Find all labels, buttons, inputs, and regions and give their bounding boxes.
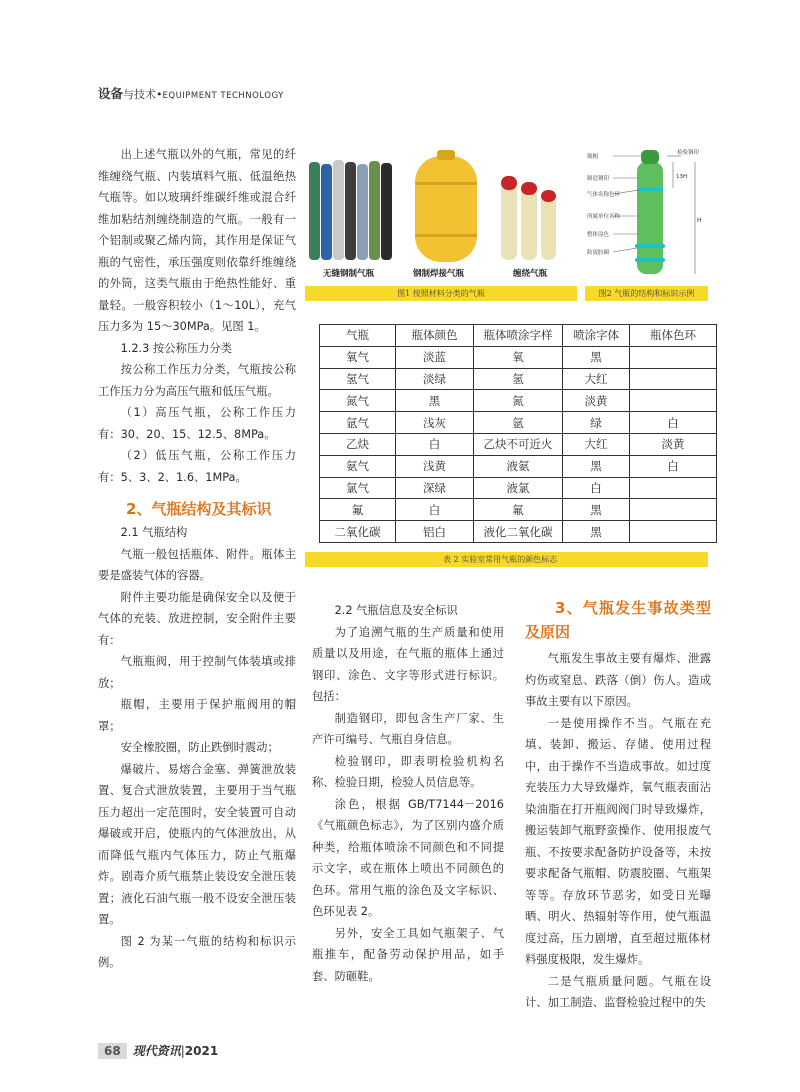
table-cell bbox=[630, 346, 717, 368]
table-cell: 绿 bbox=[563, 412, 630, 434]
table-cell: 氩 bbox=[474, 412, 563, 434]
table-row bbox=[320, 499, 717, 521]
table-2-caption: 表 2 实验室常用气瓶的颜色标志 bbox=[305, 552, 708, 567]
header-english: EQUIPMENT TECHNOLOGY bbox=[162, 91, 284, 101]
col3-paragraph: 一是使用操作不当。气瓶在充填、装卸、搬运、存储、使用过程中，由于操作不当造成事故。如过度充装压力大导致爆炸，氧气瓶表面沾染油脂在打开瓶阀阀门时导致爆炸，搬运装卸气瓶野蛮操作、使用报废气瓶、不按要求配备防护设备等，未按要求配备气瓶帽、防震胶圈、气瓶架等等。存放环节恶劣，如受日光曝晒、明火、热辐射等作用，使气瓶温度过高，压力剧增，直至超过瓶体材料强度极限，发生爆炸。 bbox=[525, 716, 711, 966]
table-cell bbox=[630, 368, 717, 390]
table-cell: 大红 bbox=[563, 433, 630, 455]
welded-seam bbox=[415, 182, 477, 185]
table-header-cell: 瓶体色环 bbox=[630, 325, 717, 347]
footer-separator: | bbox=[180, 1043, 185, 1058]
figure-2-label-inspection-stamp: 检验钢印 bbox=[677, 150, 700, 156]
table-cell: 氩气 bbox=[320, 412, 396, 434]
col2-paragraph: 另外，安全工具如气瓶架子、气瓶推车，配备劳动保护用品，如手套、防砸鞋。 bbox=[312, 926, 504, 983]
cylinder bbox=[357, 164, 368, 260]
col1-heading-123: 1.2.3 按公称压力分类 bbox=[120, 341, 233, 355]
figure-2-label-shock-ring: 防震胶圈 bbox=[587, 250, 610, 256]
table-cell: 黑 bbox=[563, 499, 630, 521]
col1-paragraph-fig2: 图 2 为某一气瓶的结构和标识示例。 bbox=[98, 934, 296, 969]
col3-paragraph: 气瓶发生事故主要有爆炸、泄露灼伤或窒息、跌落（倒）伤人。造成事故主要有以下原因。 bbox=[525, 652, 711, 708]
table-row bbox=[320, 477, 717, 499]
table-row bbox=[320, 521, 717, 543]
page-number: 68 bbox=[98, 1043, 127, 1059]
table-cell: 氯气 bbox=[320, 477, 396, 499]
col1-paragraph-21b: 附件主要功能是确保安全以及便于气体的充装、放进控制，安全附件主要有： bbox=[98, 590, 296, 647]
figure-2-label-gas-ring: 气体名称色环 bbox=[587, 192, 621, 198]
color-ring bbox=[637, 188, 663, 191]
col2-heading-22: 2.2 气瓶信息及安全标识 bbox=[334, 604, 458, 617]
page-footer bbox=[98, 1042, 218, 1059]
col2-paragraph: 检验钢印，即表明检验机构名称、检验日期，检验人员信息等。 bbox=[312, 754, 504, 789]
column-3 bbox=[525, 596, 711, 1014]
table-cell: 乙炔 bbox=[320, 433, 396, 455]
table-cell: 大红 bbox=[563, 368, 630, 390]
table-cell: 氧 bbox=[474, 346, 563, 368]
seamless-steel-cylinders bbox=[309, 160, 392, 260]
table-cell bbox=[630, 390, 717, 412]
table-cell: 白 bbox=[396, 433, 474, 455]
table-cell: 氢 bbox=[474, 368, 563, 390]
col1-paragraph-cap: 瓶帽，主要用于保护瓶阀用的帽罩； bbox=[98, 698, 296, 733]
figure-2-label-h: H bbox=[697, 217, 702, 224]
cylinder bbox=[321, 164, 332, 260]
figure-2-label-13h: 13H bbox=[676, 174, 688, 180]
welded-steel-cylinder bbox=[415, 150, 477, 262]
table-cell bbox=[630, 477, 717, 499]
header-brand-bold: 设备 bbox=[98, 86, 124, 101]
shock-ring bbox=[635, 258, 665, 262]
table-header-cell: 瓶体颜色 bbox=[396, 325, 474, 347]
table-cell: 白 bbox=[630, 455, 717, 477]
figure-1-graphic bbox=[305, 142, 577, 284]
cylinder bbox=[345, 162, 356, 260]
section-2-title: 2、气瓶结构及其标识 bbox=[126, 500, 272, 518]
welded-body bbox=[415, 156, 477, 262]
table-cell: 氟 bbox=[320, 499, 396, 521]
cylinder-body bbox=[637, 162, 663, 274]
col2-paragraph: 制造钢印，即包含生产厂家、生产许可编号、气瓶自身信息。 bbox=[312, 711, 504, 746]
welded-seam bbox=[415, 234, 477, 237]
figure-2-label-owner: 所属单位名称 bbox=[587, 214, 621, 220]
table-cell: 液氯 bbox=[474, 477, 563, 499]
table-cell: 白 bbox=[630, 412, 717, 434]
col1-paragraph-21a: 气瓶一般包括瓶体、附件。瓶体主要是盛装气体的容器。 bbox=[98, 547, 296, 582]
table-cell: 氨气 bbox=[320, 455, 396, 477]
table-cell: 白 bbox=[563, 477, 630, 499]
gas-color-table bbox=[319, 324, 717, 543]
table-row bbox=[320, 455, 717, 477]
table-row bbox=[320, 433, 717, 455]
figure-2-label-cap: 瓶帽 bbox=[587, 154, 599, 160]
section-3-title: 3、气瓶发生事故类型及原因 bbox=[525, 599, 711, 641]
table-cell: 液化二氧化碳 bbox=[474, 521, 563, 543]
table-row bbox=[320, 390, 717, 412]
table-cell: 淡蓝 bbox=[396, 346, 474, 368]
table-row bbox=[320, 412, 717, 434]
shock-ring bbox=[635, 244, 665, 248]
cylinder bbox=[333, 160, 344, 260]
col1-heading-21: 2.1 气瓶结构 bbox=[120, 526, 188, 539]
table-cell: 黑 bbox=[396, 390, 474, 412]
table-header-cell: 喷涂字体 bbox=[563, 325, 630, 347]
table-cell bbox=[630, 499, 717, 521]
figure-2-label-manufacture-stamp: 制造钢印 bbox=[587, 176, 610, 182]
table-cell: 浅灰 bbox=[396, 412, 474, 434]
figure-1-image bbox=[305, 142, 577, 284]
table-header-cell: 瓶体喷涂字样 bbox=[474, 325, 563, 347]
cylinder bbox=[369, 161, 380, 260]
leader-line bbox=[613, 248, 637, 252]
wound-cylinder-top bbox=[501, 176, 517, 190]
table-cell: 淡黄 bbox=[630, 433, 717, 455]
header-sep: • bbox=[156, 88, 163, 101]
col2-paragraph: 为了追溯气瓶的生产质量和使用质量以及用途，在气瓶的瓶体上通过钢印、涂色、文字等形式进行标识。包括： bbox=[312, 625, 504, 703]
magazine-name: 现代资讯 bbox=[132, 1044, 181, 1058]
table-cell: 氢气 bbox=[320, 368, 396, 390]
col1-paragraph-ring: 安全橡胶圈，防止跌倒时震动； bbox=[120, 741, 279, 754]
welded-valve-guard bbox=[437, 150, 455, 160]
table-cell: 氮 bbox=[474, 390, 563, 412]
running-header bbox=[98, 84, 284, 102]
table-cell: 淡绿 bbox=[396, 368, 474, 390]
table-cell: 氧气 bbox=[320, 346, 396, 368]
cylinder-cap bbox=[641, 150, 659, 164]
table-cell: 黑 bbox=[563, 521, 630, 543]
footer-year: 2021 bbox=[184, 1043, 219, 1058]
table-cell: 深绿 bbox=[396, 477, 474, 499]
wound-cylinder-top bbox=[521, 182, 537, 195]
col1-paragraph-burst: 爆破片、易熔合金塞、弹簧泄放装置、复合式泄放装置，主要用于当气瓶压力超出一定范围时，安全装置可自动爆破或开启，使瓶内的气体泄放出，从而降低气瓶内气体压力，防止气瓶爆炸。剧毒介质气瓶禁止装设安全泄压装置；液化石油气瓶一般不设安全泄压装置。 bbox=[98, 762, 296, 926]
table-cell: 二氧化碳 bbox=[320, 521, 396, 543]
figure-1-caption: 图1 按照材料分类的气瓶 bbox=[305, 286, 577, 301]
figure-1-label-welded: 钢制焊接气瓶 bbox=[413, 269, 465, 279]
col1-paragraph-123: 按公称工作压力分类，气瓶按公称工作压力分为高压气瓶和低压气瓶。 bbox=[98, 363, 296, 398]
header-brand-rest: 与技术 bbox=[123, 88, 157, 101]
column-2 bbox=[312, 600, 504, 987]
figure-1-label-seamless: 无缝钢制气瓶 bbox=[323, 269, 375, 279]
table-cell: 氟 bbox=[474, 499, 563, 521]
figure-2-graphic bbox=[585, 142, 708, 284]
col3-paragraph: 二是气瓶质量问题。气瓶在设计、加工制造、监督检验过程中的失 bbox=[525, 974, 711, 1009]
table-row bbox=[320, 346, 717, 368]
column-1 bbox=[98, 144, 296, 974]
table-header-cell: 气瓶 bbox=[320, 325, 396, 347]
table-cell: 淡黄 bbox=[563, 390, 630, 412]
table-cell: 浅黄 bbox=[396, 455, 474, 477]
wound-cylinders bbox=[501, 176, 556, 260]
cylinder bbox=[381, 163, 392, 260]
figure-2-label-paint: 整体涂色 bbox=[587, 232, 610, 238]
table-cell bbox=[630, 521, 717, 543]
col1-paragraph: 出上述气瓶以外的气瓶，常见的纤维缠绕气瓶、内装填料气瓶、低温绝热气瓶等。如以玻璃纤维碳纤维或混合纤维加粘结剂缠绕制造的气瓶。一般有一个铝制或聚乙烯内筒，其作用是保证气瓶的气密性，承压强度则依靠纤维缠绕的外筒，这类气瓶由于绝热性能好、重量轻。一般容积较小（1～10L），充气压力多为 15～30MPa。见图 1。 bbox=[98, 148, 296, 333]
table-header-row bbox=[320, 325, 717, 347]
table-cell: 铝白 bbox=[396, 521, 474, 543]
col1-paragraph-high: （1）高压气瓶，公称工作压力有：30、20、15、12.5、8MPa。 bbox=[98, 406, 296, 441]
table-cell: 乙炔不可近火 bbox=[474, 433, 563, 455]
col1-paragraph-valve: 气瓶瓶阀，用于控制气体装填或排放； bbox=[98, 655, 296, 690]
wound-cylinder-top bbox=[541, 190, 556, 202]
table-cell: 黑 bbox=[563, 455, 630, 477]
table-cell: 氮气 bbox=[320, 390, 396, 412]
figure-2-image bbox=[585, 142, 708, 284]
figure-1-label-wound: 缠绕气瓶 bbox=[513, 269, 548, 279]
table-cell: 白 bbox=[396, 499, 474, 521]
col1-paragraph-low: （2）低压气瓶，公称工作压力有：5、3、2、1.6、1MPa。 bbox=[98, 449, 296, 484]
figure-2-caption: 图2 气瓶的结构和标识示例 bbox=[585, 286, 708, 301]
table-cell: 液氨 bbox=[474, 455, 563, 477]
col2-paragraph: 涂色，根据 GB/T7144－2016《气瓶颜色标志》，为了区别内盛介质种类，给瓶体喷涂不同颜色和不同提示文字，或在瓶体上喷出不同颜色的色环。常用气瓶的涂色及文字标识、色环见表 2。 bbox=[312, 797, 504, 918]
table-row bbox=[320, 368, 717, 390]
table-cell: 黑 bbox=[563, 346, 630, 368]
cylinder bbox=[309, 162, 320, 260]
